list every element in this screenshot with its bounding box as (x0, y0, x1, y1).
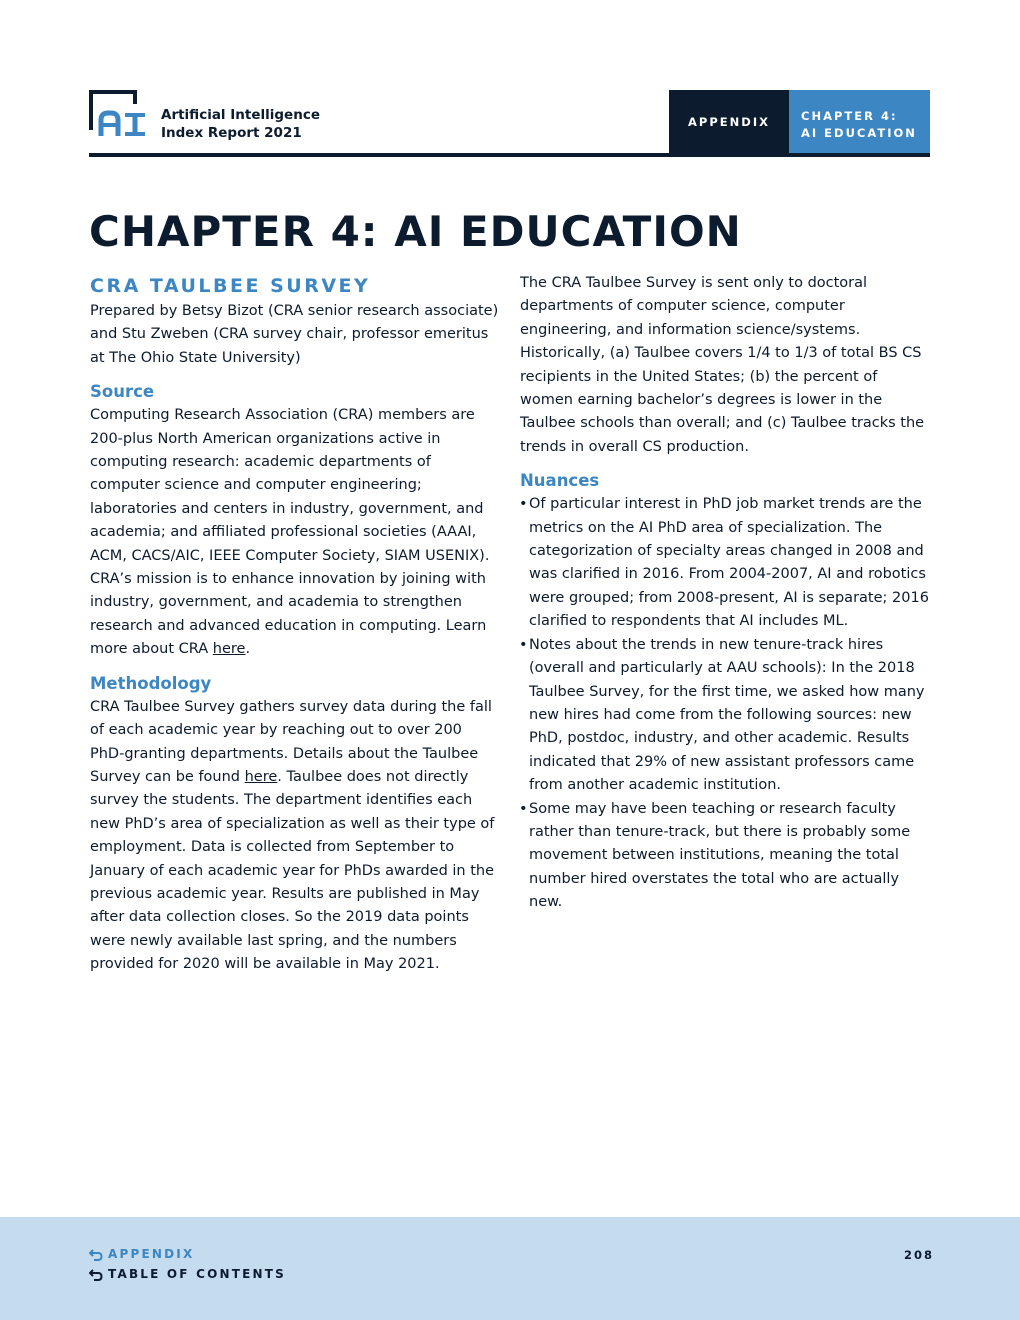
report-title-line1: Artificial Intelligence (161, 107, 320, 123)
list-item: • Some may have been teaching or research faculty rather than tenure-track, but there is probably some movement between institutions, meaning the total number hired overstates the total who are actually new. (520, 798, 932, 915)
methodology-text-1: CRA Taulbee Survey gathers survey data during the fall of each academic year by reaching out to over 200 PhD-granting departments. Details about the Taulbee Survey can be found (90, 698, 492, 785)
tab-appendix-label: APPENDIX (688, 114, 770, 129)
report-title-line2: Index Report 2021 (161, 125, 302, 141)
methodology-heading: Methodology (90, 673, 212, 693)
footer-appendix-label: APPENDIX (108, 1247, 195, 1261)
cra-here-link[interactable]: here (212, 641, 246, 658)
tab-chapter-4[interactable] (789, 90, 930, 153)
nuances-heading: Nuances (520, 471, 600, 491)
methodology-paragraph (90, 696, 500, 977)
report-title (161, 106, 320, 142)
taulbee-here-link[interactable]: here (244, 768, 278, 785)
source-end: . (245, 641, 251, 658)
methodology-text-2: . Taulbee does not directly survey the students. The department identifies each new PhD’s area of specialization as well as their type of employment. Data is collected from September to January of each academic year for PhDs awarded in the previous academic year. Results are published in May after data collection closes. So the 2019 data points were newly available last spring, and the numbers provided for 2020 will be available in May 2021. (90, 768, 495, 973)
return-arrow-icon (89, 1268, 103, 1281)
intro-paragraph: The CRA Taulbee Survey is sent only to doctoral departments of computer science, computer engineering, and information science/systems. Historically, (a) Taulbee covers 1/4 to 1/3 of total BS CS recipients in the United States; (b) the percent of women earning bachelor’s degrees is lower in the Taulbee schools than overall; and (c) Taulbee tracks the trends in overall CS production. (520, 275, 925, 455)
page-number: 208 (903, 1248, 934, 1262)
return-arrow-icon (89, 1248, 103, 1261)
list-item: • Of particular interest in PhD job market trends are the metrics on the AI PhD area of specialization. The categorization of specialty areas changed in 2008 and was clarified in 2016. From 2004-2007, AI and robotics were grouped; from 2008-present, AI is separate; 2016 clarified to respondents that AI includes ML. (520, 493, 932, 633)
prepared-by-text: Prepared by Betsy Bizot (CRA senior research associate) and Stu Zweben (CRA survey chair, professor emeritus at The Ohio State University) (90, 303, 499, 366)
page-title: CHAPTER 4: AI EDUCATION (89, 207, 742, 256)
list-item: • Notes about the trends in new tenure-track hires (overall and particularly at AAU schools): In the 2018 Taulbee Survey, for the first time, we asked how many new hires had come from the following sources: new PhD, postdoc, industry, and other academic. Results indicated that 29% of new assistant professors came from another academic institution. (520, 634, 932, 798)
left-column (90, 272, 500, 977)
right-column (520, 272, 932, 915)
source-heading: Source (90, 382, 155, 402)
source-paragraph (90, 404, 500, 661)
header-divider (89, 153, 930, 157)
page-header (89, 90, 930, 156)
footer-toc-label: TABLE OF CONTENTS (108, 1267, 286, 1281)
tab-chapter-line1: CHAPTER 4: (801, 109, 898, 123)
ai-index-logo[interactable] (89, 90, 147, 140)
nuances-list (520, 493, 932, 914)
footer-appendix-link[interactable] (89, 1247, 194, 1261)
tab-appendix[interactable] (669, 90, 789, 153)
source-text: Computing Research Association (CRA) members are 200-plus North American organizations active in computing research: academic departments of computer science and computer engineering; laboratories and centers in industry, government, and academia; and affiliated professional societies (AAAI, ACM, CACS/AIC, IEEE Computer Society, SIAM USENIX). CRA’s mission is to enhance innovation by joining with industry, government, and academia to strengthen research and advanced education in computing. Learn more about CRA (90, 407, 490, 658)
tab-chapter-line2: AI EDUCATION (801, 126, 917, 140)
footer-toc-link[interactable] (89, 1267, 286, 1281)
section-title: CRA TAULBEE SURVEY (90, 275, 371, 297)
